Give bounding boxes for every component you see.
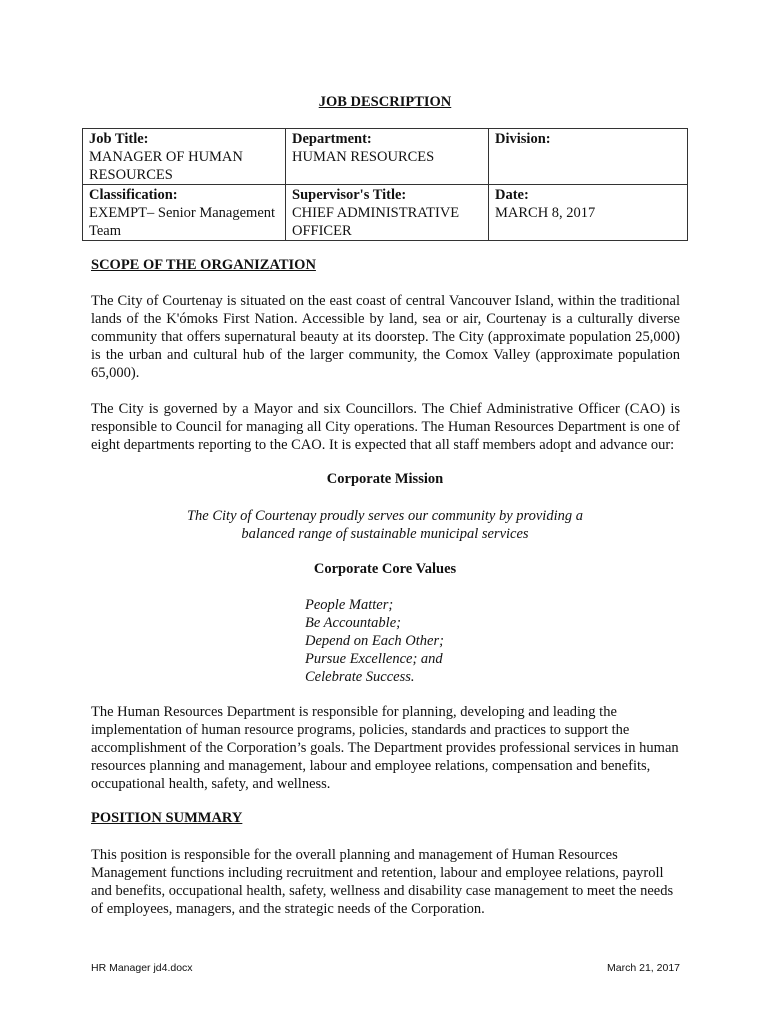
classification-value: EXEMPT– Senior Management Team (89, 205, 276, 239)
scope-paragraph-2: The City is governed by a Mayor and six Councillors. The Chief Administrative Officer (CAO) is responsible to Council for managing all City operations. The Human Resources Department is one of eight departments reporting to the CAO. It is expected that all staff members adopt and advance our: (91, 401, 680, 453)
job-info-table (82, 128, 688, 241)
list-item: Pursue Excellence; and (305, 651, 443, 667)
table-row (83, 185, 688, 241)
division-cell (489, 129, 688, 185)
mission-line-1: The City of Courtenay proudly serves our community by providing a (186, 508, 583, 524)
classification-cell (83, 185, 286, 241)
list-item: Be Accountable; (305, 615, 401, 631)
department-cell (286, 129, 489, 185)
job-title-cell (83, 129, 286, 185)
list-item: People Matter; (305, 597, 394, 613)
hr-department-paragraph: The Human Resources Department is responsible for planning, developing and leading the implementation of human resource programs, policies, standards and practices to support the accomplishment of the Corporation’s goals. The Department provides professional services in human resources planning and management, labour and employee relations, compensation and benefits, occupational health, safety, and wellness. (91, 704, 679, 792)
job-title-label: Job Title: (89, 131, 149, 147)
department-value: HUMAN RESOURCES (292, 149, 435, 165)
mission-line-2: balanced range of sustainable municipal services (241, 526, 529, 542)
list-item: Depend on Each Other; (305, 633, 444, 649)
document-title: JOB DESCRIPTION (318, 94, 452, 110)
date-cell (489, 185, 688, 241)
mission-heading: Corporate Mission (326, 471, 444, 487)
date-label: Date: (495, 187, 529, 203)
scope-heading: SCOPE OF THE ORGANIZATION (91, 257, 316, 273)
department-label: Department: (292, 131, 372, 147)
supervisor-value: CHIEF ADMINISTRATIVE OFFICER (292, 205, 460, 239)
supervisor-cell (286, 185, 489, 241)
core-values-list (305, 596, 444, 686)
supervisor-label: Supervisor's Title: (292, 187, 407, 203)
core-values-heading: Corporate Core Values (313, 561, 457, 577)
classification-label: Classification: (89, 187, 178, 203)
position-summary-paragraph: This position is responsible for the overall planning and management of Human Resources Management functions including recruitment and retention, labour and employee relations, payroll and benefits, occupational health, safety, wellness and disability case management to meet the needs of employees, managers, and the strategic needs of the Corporation. (91, 847, 674, 917)
job-title-value: MANAGER OF HUMAN RESOURCES (89, 149, 243, 183)
date-value: MARCH 8, 2017 (495, 205, 596, 221)
list-item: Celebrate Success. (305, 669, 415, 685)
footer-date: March 21, 2017 (607, 962, 680, 974)
position-summary-heading: POSITION SUMMARY (91, 810, 243, 826)
table-row (83, 129, 688, 185)
scope-paragraph-1: The City of Courtenay is situated on the east coast of central Vancouver Island, within the traditional lands of the K'ómoks First Nation. Accessible by land, sea or air, Courtenay is a culturally diverse community that offers supernatural beauty at its doorstep. The City (approximate population 25,000) is the urban and cultural hub of the larger community, the Comox Valley (approximate population 65,000). (91, 293, 680, 381)
footer-filename: HR Manager jd4.docx (91, 962, 193, 974)
division-label: Division: (495, 131, 551, 147)
